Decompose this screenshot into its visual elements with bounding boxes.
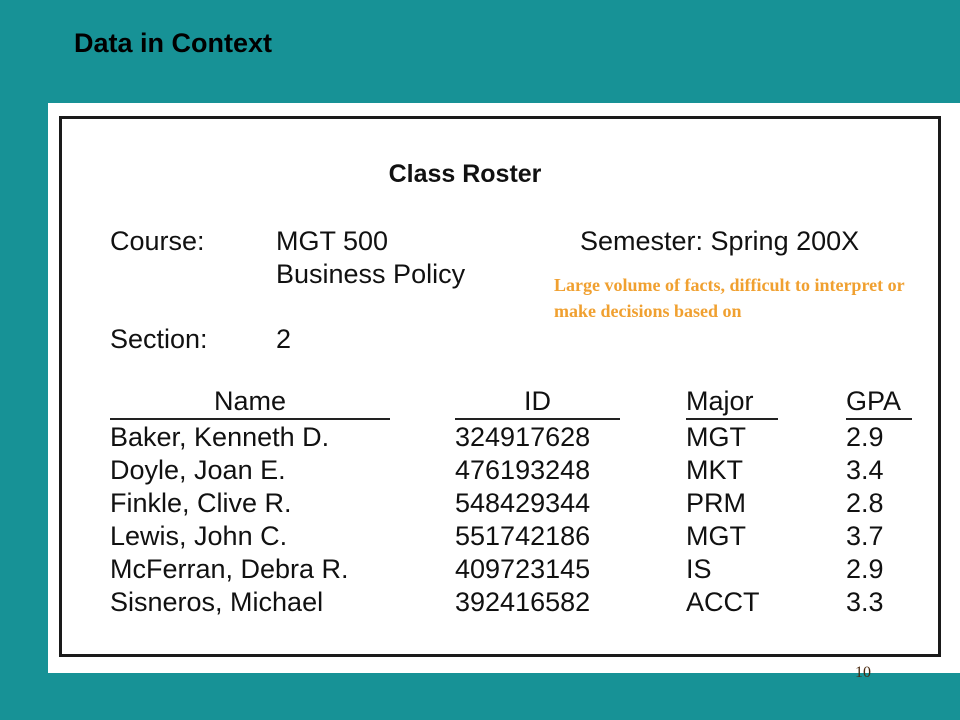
- column-underline-gpa: [846, 418, 912, 420]
- cell-major: MGT: [686, 521, 746, 551]
- cell-gpa: 2.9: [846, 554, 884, 584]
- cell-name: Finkle, Clive R.: [110, 488, 292, 518]
- roster-title: [0, 160, 960, 189]
- cell-id: 392416582: [455, 587, 591, 617]
- course-code: MGT 500: [276, 226, 389, 256]
- table-row: [0, 455, 960, 488]
- column-underline-id: [455, 418, 620, 420]
- cell-name: Lewis, John C.: [110, 521, 288, 551]
- table-row: [0, 554, 960, 587]
- cell-major: ACCT: [686, 587, 760, 617]
- course-name: Business Policy: [276, 259, 466, 289]
- cell-major: IS: [686, 554, 712, 584]
- cell-gpa: 3.7: [846, 521, 884, 551]
- cell-gpa: 3.3: [846, 587, 884, 617]
- cell-gpa: 2.8: [846, 488, 884, 518]
- section-value: 2: [276, 324, 292, 354]
- section-label: Section:: [110, 324, 208, 354]
- course-label: Course:: [110, 226, 205, 256]
- cell-name: Baker, Kenneth D.: [110, 422, 330, 452]
- cell-name: Doyle, Joan E.: [110, 455, 286, 485]
- column-underline-name: [110, 418, 390, 420]
- table-row: [0, 521, 960, 554]
- cell-id: 324917628: [455, 422, 591, 452]
- column-underline-major: [686, 418, 778, 420]
- column-header-name: Name: [213, 386, 287, 416]
- cell-name: Sisneros, Michael: [110, 587, 324, 617]
- annotation-text: Large volume of facts, difficult to interpret or make decisions based on: [554, 275, 905, 321]
- column-header-id: ID: [524, 386, 551, 416]
- column-header-gpa: GPA: [846, 386, 902, 416]
- roster-title-text: Class Roster: [388, 160, 542, 188]
- cell-id: 551742186: [455, 521, 591, 551]
- cell-id: 548429344: [455, 488, 591, 518]
- cell-gpa: 2.9: [846, 422, 884, 452]
- semester-label: Semester: Spring 200X: [580, 226, 860, 256]
- page-number: 10: [855, 664, 871, 681]
- cell-name: McFerran, Debra R.: [110, 554, 349, 584]
- column-header-major: Major: [686, 386, 754, 416]
- table-row: [0, 587, 960, 620]
- cell-id: 476193248: [455, 455, 591, 485]
- cell-major: MKT: [686, 455, 743, 485]
- table-row: [0, 488, 960, 521]
- slide-title: Data in Context: [74, 28, 273, 58]
- cell-id: 409723145: [455, 554, 591, 584]
- cell-gpa: 3.4: [846, 455, 884, 485]
- table-row: [0, 422, 960, 455]
- cell-major: MGT: [686, 422, 746, 452]
- cell-major: PRM: [686, 488, 746, 518]
